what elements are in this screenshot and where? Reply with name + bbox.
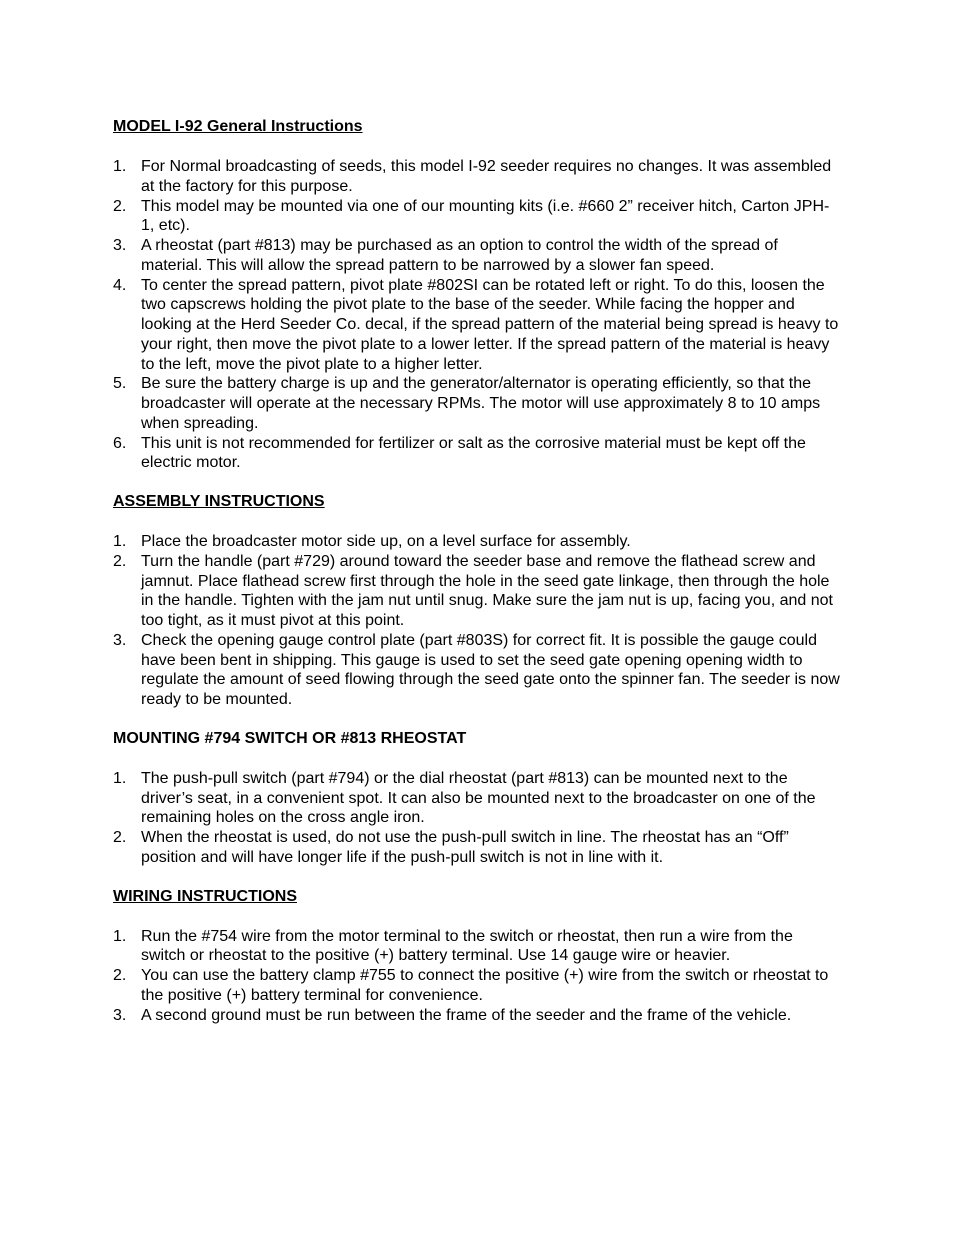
list-item <box>113 236 841 276</box>
item-text: The push-pull switch (part #794) or the dial rheostat (part #813) can be mounted next to the driver’s seat, in a convenient spot. It can also be mounted next to the broadcaster on one of the remaining holes on the cross angle iron. <box>141 769 816 827</box>
item-number: 3. <box>113 1006 127 1024</box>
item-number: 1. <box>113 158 127 175</box>
list-item <box>113 631 841 710</box>
instruction-list <box>113 769 841 868</box>
item-text: You can use the battery clamp #755 to connect the positive (+) wire from the switch or rheostat to the positive (+) battery terminal for convenience. <box>141 967 829 1004</box>
item-number: 4. <box>113 276 127 294</box>
item-text: To center the spread pattern, pivot plate #802SI can be rotated left or right. To do this, loosen the two capscrews holding the pivot plate to the base of the seeder. While facing the hopper and looking at the Herd Seeder Co. decal, if the spread pattern of the material being spread is heavy to your right, then move the pivot plate to a lower letter. If the spread pattern of the material is heavy to the left, move the pivot plate to a higher letter. <box>141 276 839 373</box>
section-heading: ASSEMBLY INSTRUCTIONS <box>113 493 325 510</box>
list-item <box>113 374 841 433</box>
item-number: 1. <box>113 927 127 945</box>
section-heading: WIRING INSTRUCTIONS <box>113 887 297 905</box>
item-text: Place the broadcaster motor side up, on a level surface for assembly. <box>141 533 631 550</box>
section-spacer <box>113 710 841 729</box>
item-text: Be sure the battery charge is up and the generator/alternator is operating efficiently, so that the broadcaster will operate at the necessary RPMs. The motor will use approximately 8 to 10 amps when spreading. <box>141 375 821 432</box>
list-item <box>113 1006 841 1026</box>
section-spacer <box>113 868 841 887</box>
section-general-instructions <box>113 117 841 473</box>
list-item <box>113 552 841 631</box>
list-item <box>113 769 841 828</box>
section-heading: MODEL I-92 General Instructions <box>113 118 363 135</box>
list-item <box>113 197 841 237</box>
item-text: A second ground must be run between the frame of the seeder and the frame of the vehicle. <box>141 1006 792 1024</box>
list-item <box>113 927 841 967</box>
section-spacer <box>113 473 841 492</box>
instruction-list <box>113 927 841 1026</box>
item-text: Run the #754 wire from the motor terminal to the switch or rheostat, then run a wire from the switch or rheostat to the positive (+) battery terminal. Use 14 gauge wire or heavier. <box>141 927 793 965</box>
item-text: Check the opening gauge control plate (part #803S) for correct fit. It is possible the gauge could have been bent in shipping. This gauge is used to set the seed gate opening opening width to regulate the amount of seed flowing through the seed gate onto the spinner fan. The seeder is now ready to be mounted. <box>141 631 840 708</box>
item-text: When the rheostat is used, do not use the push-pull switch in line. The rheostat has an “Off” position and will have longer life if the push-pull switch is not in line with it. <box>141 829 789 866</box>
item-number: 6. <box>113 434 127 452</box>
item-number: 1. <box>113 769 127 787</box>
list-item <box>113 828 841 868</box>
item-number: 2. <box>113 552 127 570</box>
section-assembly-instructions <box>113 492 841 710</box>
item-number: 1. <box>113 533 127 550</box>
list-item <box>113 966 841 1006</box>
item-text: For Normal broadcasting of seeds, this model I-92 seeder requires no changes. It was assembled at the factory for this purpose. <box>141 158 832 195</box>
item-text: Turn the handle (part #729) around toward the seeder base and remove the flathead screw and jamnut. Place flathead screw first through the hole in the seed gate linkage, then through the hole in the handle. Tighten with the jam nut until snug. Make sure the jam nut is up, facing you, and not too tight, as it must pivot at this point. <box>141 552 833 629</box>
item-number: 2. <box>113 829 127 846</box>
section-mounting-switch-rheostat <box>113 729 841 868</box>
list-item <box>113 532 841 552</box>
instruction-list <box>113 157 841 473</box>
item-number: 3. <box>113 631 127 649</box>
section-heading: MOUNTING #794 SWITCH OR #813 RHEOSTAT <box>113 729 467 747</box>
list-item <box>113 276 841 375</box>
instruction-list <box>113 532 841 710</box>
item-text: This model may be mounted via one of our mounting kits (i.e. #660 2” receiver hitch, Carton JPH-1, etc). <box>141 197 830 235</box>
list-item <box>113 434 841 474</box>
list-item <box>113 157 841 197</box>
item-number: 2. <box>113 197 127 215</box>
section-wiring-instructions <box>113 887 841 1026</box>
item-number: 2. <box>113 967 127 984</box>
item-text: A rheostat (part #813) may be purchased as an option to control the width of the spread of material. This will allow the spread pattern to be narrowed by a slower fan speed. <box>141 237 778 274</box>
item-text: This unit is not recommended for fertilizer or salt as the corrosive material must be kept off the electric motor. <box>141 434 806 472</box>
item-number: 3. <box>113 237 127 254</box>
item-number: 5. <box>113 375 127 393</box>
instruction-page <box>113 117 841 1025</box>
